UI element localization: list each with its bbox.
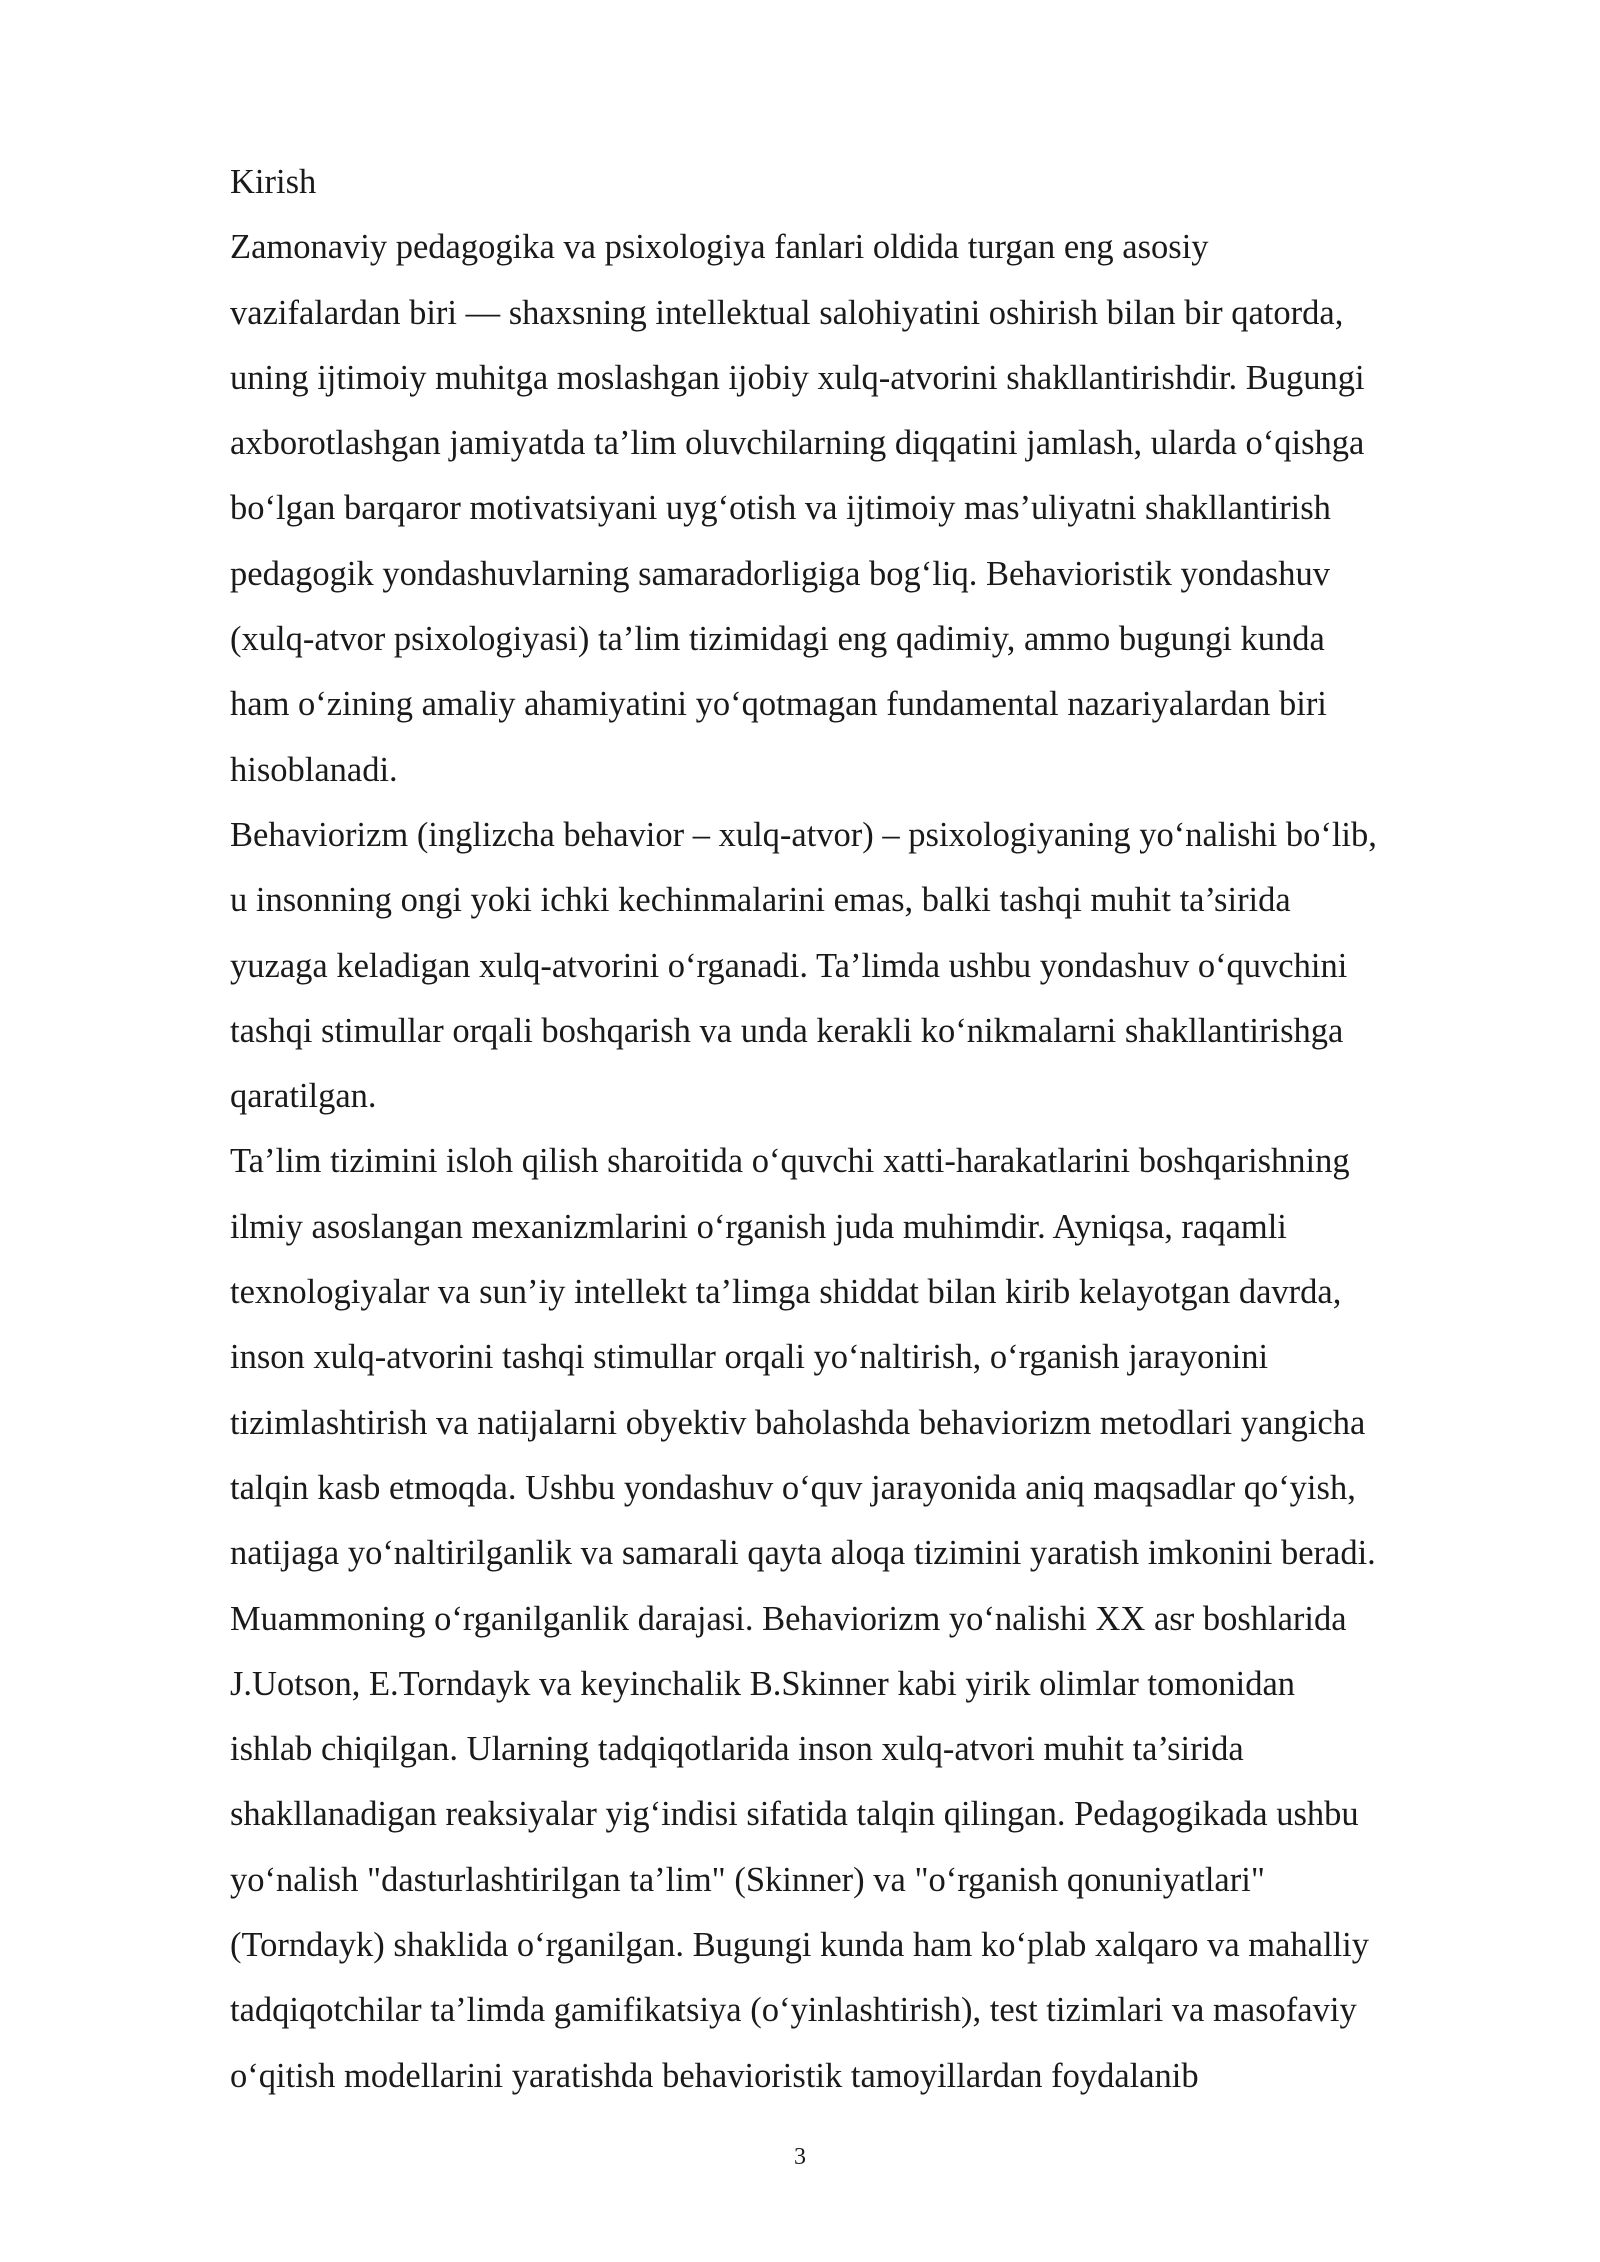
text-line: bo‘lgan barqaror motivatsiyani uyg‘otish va ijtimoiy mas’uliyatni shakllantirish [230, 489, 1331, 528]
text-line: (xulq-atvor psixologiyasi) ta’lim tizimidagi eng qadimiy, ammo bugungi kunda [230, 620, 1325, 659]
text-line: inson xulq-atvorini tashqi stimullar orqali yo‘naltirish, o‘rganish jarayonini [230, 1338, 1269, 1377]
text-line: yo‘nalish "dasturlashtirilgan ta’lim" (Skinner) va "o‘rganish qonuniyatlari" [230, 1860, 1265, 1899]
text-line: tashqi stimullar orqali boshqarish va unda kerakli ko‘nikmalarni shakllantirishga [230, 1011, 1344, 1050]
text-line: talqin kasb etmoqda. Ushbu yondashuv o‘quv jarayonida aniq maqsadlar qo‘yish, [230, 1468, 1356, 1507]
document-body [230, 150, 1490, 2109]
text-line: Behaviorizm (inglizcha behavior – xulq-atvor) – psixologiyaning yo‘nalishi bo‘lib, [230, 815, 1377, 854]
text-line: ilmiy asoslangan mexanizmlarini o‘rganish juda muhimdir. Ayniqsa, raqamli [230, 1207, 1287, 1246]
text-line: tizimlashtirish va natijalarni obyektiv baholashda behaviorizm metodlari yangicha [230, 1403, 1366, 1442]
text-line: ishlab chiqilgan. Ularning tadqiqotlarida inson xulq-atvori muhit ta’sirida [230, 1730, 1244, 1769]
text-line: Zamonaviy pedagogika va psixologiya fanlari oldida turgan eng asosiy [230, 228, 1209, 267]
text-line: hisoblanadi. [230, 750, 398, 789]
text-line: axborotlashgan jamiyatda ta’lim oluvchilarning diqqatini jamlash, ularda o‘qishga [230, 424, 1365, 463]
text-line: Ta’lim tizimini isloh qilish sharoitida o‘quvchi xatti-harakatlarini boshqarishning [230, 1142, 1350, 1181]
text-line: uning ijtimoiy muhitga moslashgan ijobiy xulq-atvorini shakllantirishdir. Bugungi [230, 358, 1365, 397]
text-line: yuzaga keladigan xulq-atvorini o‘rganadi. Ta’limda ushbu yondashuv o‘quvchini [230, 946, 1348, 985]
text-line: pedagogik yondashuvlarning samaradorligiga bog‘liq. Behavioristik yondashuv [230, 554, 1330, 593]
section-heading: Kirish [230, 163, 317, 201]
text-line: u insonning ongi yoki ichki kechinmalarini emas, balki tashqi muhit ta’sirida [230, 881, 1291, 920]
text-line: o‘qitish modellarini yaratishda behavioristik tamoyillardan foydalanib [230, 2056, 1199, 2095]
text-line: Muammoning o‘rganilganlik darajasi. Behaviorizm yo‘nalishi XX asr boshlarida [230, 1599, 1347, 1638]
text-line: J.Uotson, E.Torndayk va keyinchalik B.Skinner kabi yirik olimlar tomonidan [230, 1664, 1296, 1703]
text-line: vazifalardan biri — shaxsning intellektual salohiyatini oshirish bilan bir qatorda, [230, 293, 1344, 332]
text-line: natijaga yo‘naltirilganlik va samarali qayta aloqa tizimini yaratish imkonini beradi. [230, 1534, 1376, 1573]
text-line: qaratilgan. [230, 1077, 377, 1116]
text-line: shakllanadigan reaksiyalar yig‘indisi sifatida talqin qilingan. Pedagogikada ushbu [230, 1795, 1359, 1834]
text-line: texnologiyalar va sun’iy intellekt ta’limga shiddat bilan kirib kelayotgan davrda, [230, 1273, 1342, 1312]
text-line: tadqiqotchilar ta’limda gamifikatsiya (o‘yinlashtirish), test tizimlari va masofaviy [230, 1991, 1357, 2030]
text-line: ham o‘zining amaliy ahamiyatini yo‘qotmagan fundamental nazariyalardan biri [230, 685, 1327, 724]
text-line: (Torndayk) shaklida o‘rganilgan. Bugungi kunda ham ko‘plab xalqaro va mahalliy [230, 1926, 1369, 1965]
page-number: 3 [794, 2144, 806, 2170]
